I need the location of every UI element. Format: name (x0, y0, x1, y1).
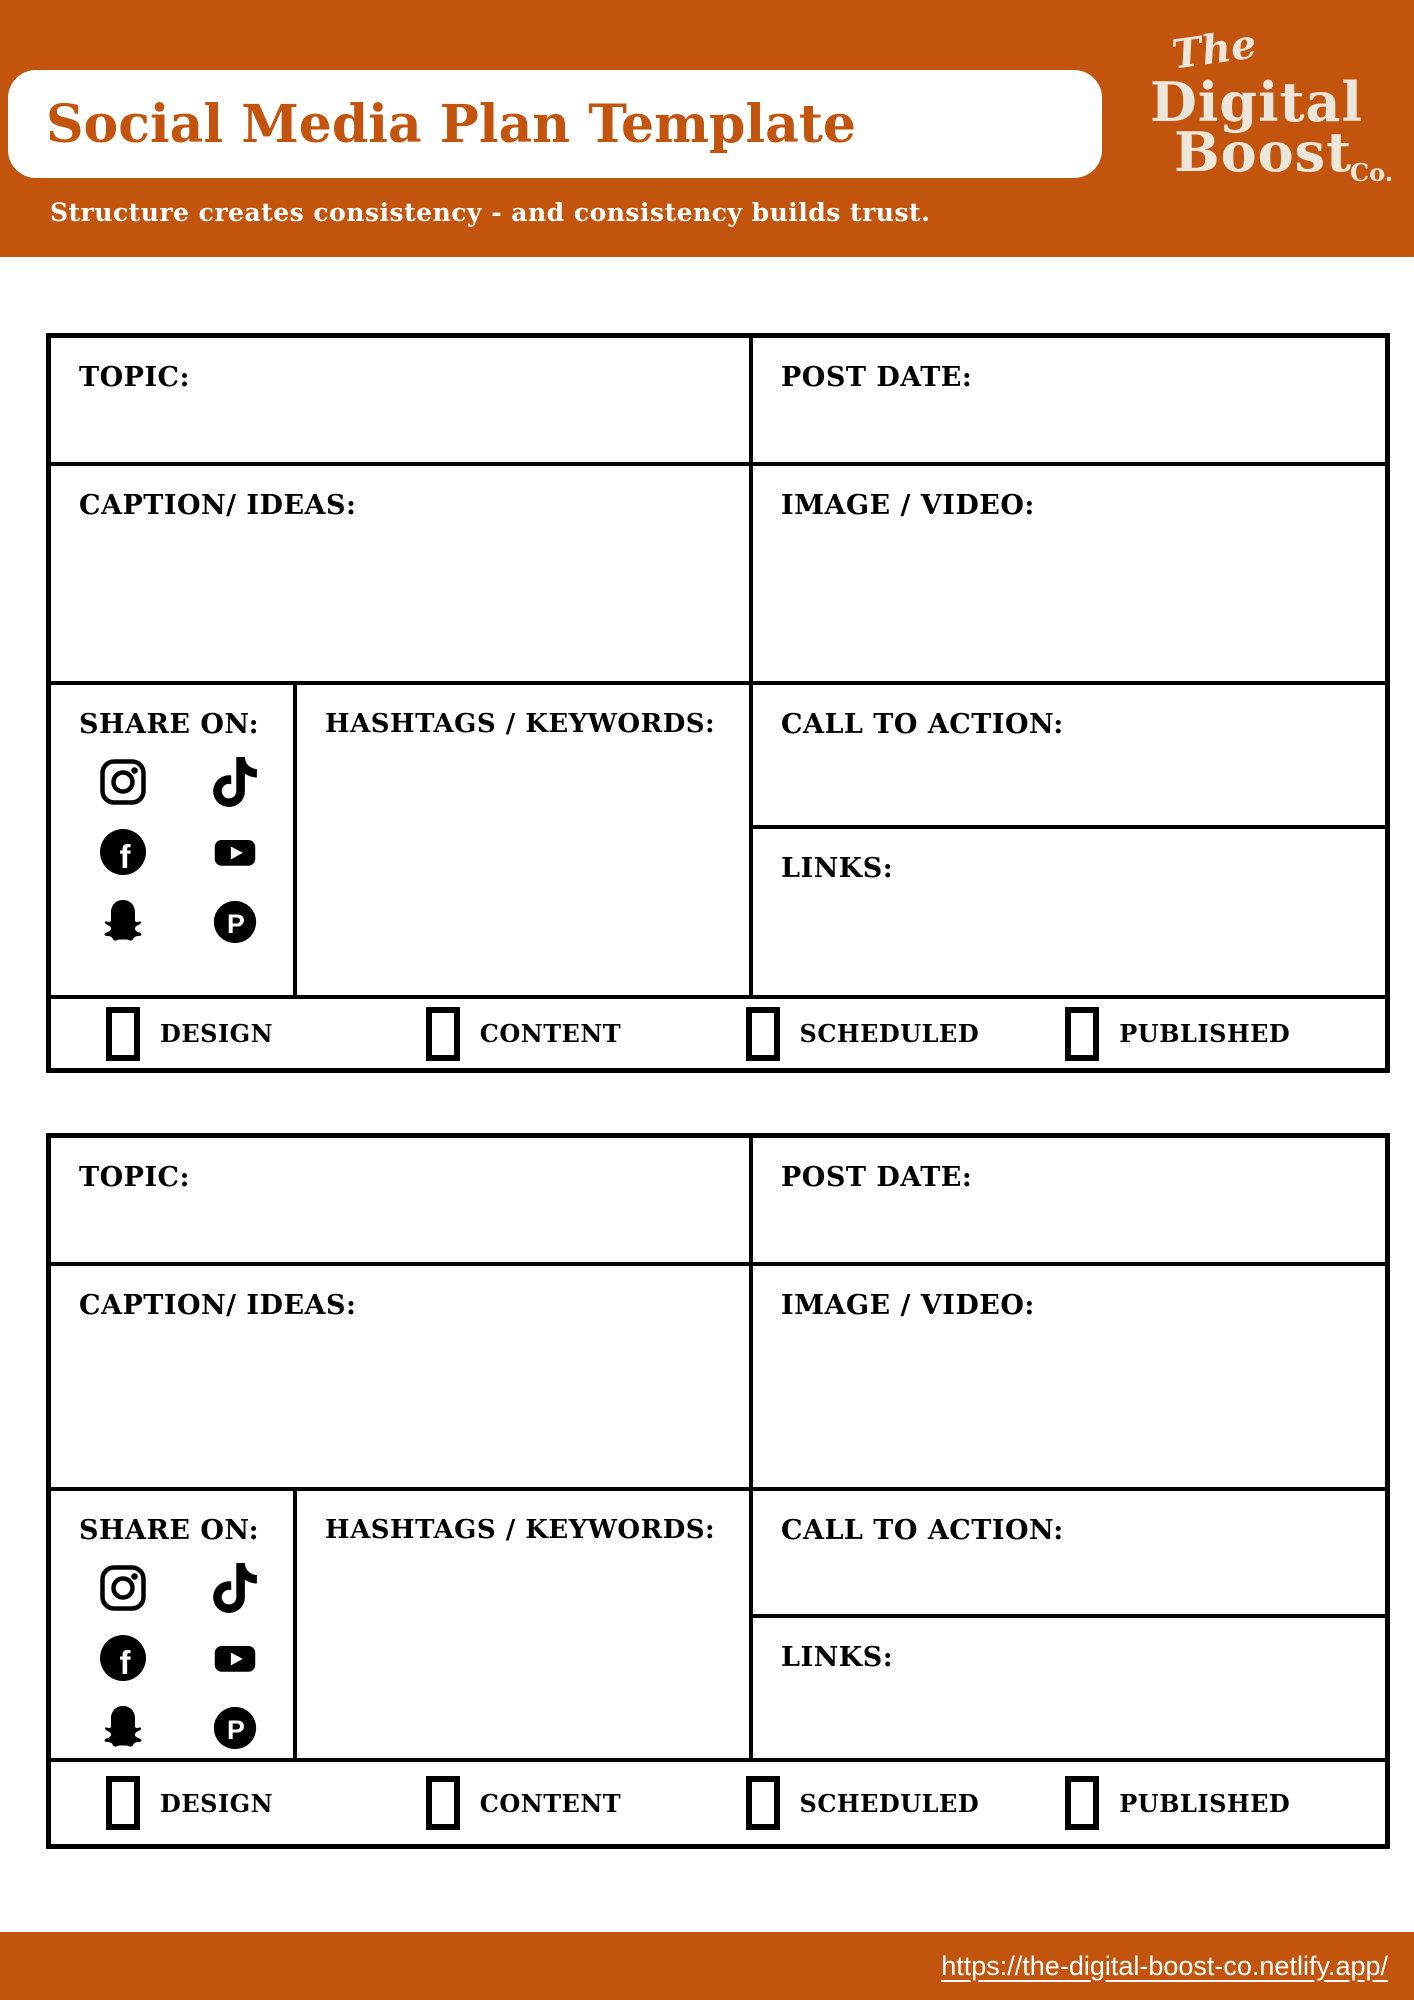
caption-ideas-cell (51, 1266, 749, 1487)
pinterest-icon (209, 1702, 261, 1754)
scheduled-checkbox[interactable] (746, 1007, 780, 1061)
caption-ideas-label: CAPTION/ IDEAS: (79, 490, 357, 521)
call-to-action-label: CALL TO ACTION: (781, 1515, 1064, 1546)
topic-label: TOPIC: (79, 1162, 190, 1193)
status-checkbox-row (51, 1762, 1385, 1844)
post-date-label: POST DATE: (781, 1162, 973, 1193)
snapchat-icon (97, 1702, 149, 1754)
topic-cell (51, 338, 749, 462)
tiktok-icon (209, 756, 261, 808)
content-label: CONTENT (479, 1019, 622, 1048)
check-item-design (106, 1007, 426, 1061)
logo-digital: Digital (1150, 70, 1364, 134)
tiktok-icon (209, 1562, 261, 1614)
scheduled-checkbox[interactable] (746, 1776, 780, 1830)
published-checkbox[interactable] (1065, 1776, 1099, 1830)
svg-text:f: f (119, 1644, 131, 1681)
check-item-design (106, 1776, 426, 1830)
hashtags-keywords-cell (297, 1491, 749, 1758)
hashtags-keywords-cell (297, 685, 749, 995)
post-date-cell (753, 338, 1385, 462)
check-item-published (1065, 1776, 1385, 1830)
title-box (8, 70, 1102, 178)
plan-card-1 (46, 333, 1390, 1073)
snapchat-icon (97, 896, 149, 948)
call-to-action-label: CALL TO ACTION: (781, 709, 1064, 740)
youtube-icon (209, 826, 261, 878)
design-checkbox[interactable] (106, 1776, 140, 1830)
check-item-content (426, 1007, 746, 1061)
share-on-label: SHARE ON: (79, 1515, 260, 1546)
hashtags-keywords-label: HASHTAGS / KEYWORDS: (325, 1515, 716, 1545)
topic-cell (51, 1138, 749, 1262)
cta-links-stack (753, 685, 1385, 995)
brand-logo (1132, 20, 1394, 200)
youtube-icon (209, 1632, 261, 1684)
call-to-action-cell (753, 685, 1385, 825)
scheduled-label: SCHEDULED (799, 1019, 980, 1048)
share-on-cell (51, 685, 293, 995)
svg-text:P: P (227, 1715, 245, 1746)
logo-the: The (1169, 20, 1260, 79)
image-video-cell (753, 466, 1385, 681)
status-checkbox-row (51, 999, 1385, 1068)
instagram-icon (97, 1562, 149, 1614)
tagline: Structure creates consistency - and consistency builds trust. (50, 198, 931, 227)
links-label: LINKS: (781, 853, 894, 884)
links-cell (753, 1618, 1385, 1758)
published-checkbox[interactable] (1065, 1007, 1099, 1061)
instagram-icon (97, 756, 149, 808)
post-date-label: POST DATE: (781, 362, 973, 393)
links-label: LINKS: (781, 1642, 894, 1673)
share-on-label: SHARE ON: (79, 709, 260, 740)
post-date-cell (753, 1138, 1385, 1262)
published-label: PUBLISHED (1119, 1019, 1291, 1048)
check-item-content (426, 1776, 746, 1830)
website-link[interactable]: https://the-digital-boost-co.netlify.app/ (941, 1950, 1388, 1981)
image-video-label: IMAGE / VIDEO: (781, 490, 1035, 521)
svg-text:f: f (119, 838, 131, 875)
logo-co: Co. (1350, 158, 1394, 187)
check-item-published (1065, 1007, 1385, 1061)
links-cell (753, 829, 1385, 995)
design-label: DESIGN (160, 1788, 274, 1818)
caption-ideas-label: CAPTION/ IDEAS: (79, 1290, 357, 1321)
social-icons (79, 740, 269, 948)
image-video-label: IMAGE / VIDEO: (781, 1290, 1035, 1321)
svg-text:P: P (227, 909, 245, 940)
cta-links-stack (753, 1491, 1385, 1758)
check-item-scheduled (746, 1776, 1066, 1830)
scheduled-label: SCHEDULED (799, 1788, 980, 1818)
plan-card-2 (46, 1133, 1390, 1849)
content-checkbox[interactable] (426, 1007, 460, 1061)
logo-boost: Boost (1174, 120, 1353, 184)
topic-label: TOPIC: (79, 362, 190, 393)
page-title: Social Media Plan Template (46, 93, 856, 155)
content-checkbox[interactable] (426, 1776, 460, 1830)
social-icons (79, 1546, 269, 1754)
published-label: PUBLISHED (1119, 1788, 1291, 1818)
header-band (0, 0, 1414, 257)
facebook-icon (97, 826, 149, 878)
call-to-action-cell (753, 1491, 1385, 1614)
design-checkbox[interactable] (106, 1007, 140, 1061)
footer-band (0, 1932, 1414, 2000)
hashtags-keywords-label: HASHTAGS / KEYWORDS: (325, 709, 716, 739)
facebook-icon (97, 1632, 149, 1684)
caption-ideas-cell (51, 466, 749, 681)
image-video-cell (753, 1266, 1385, 1487)
design-label: DESIGN (160, 1019, 274, 1048)
content-label: CONTENT (479, 1788, 622, 1818)
share-on-cell (51, 1491, 293, 1758)
pinterest-icon (209, 896, 261, 948)
check-item-scheduled (746, 1007, 1066, 1061)
